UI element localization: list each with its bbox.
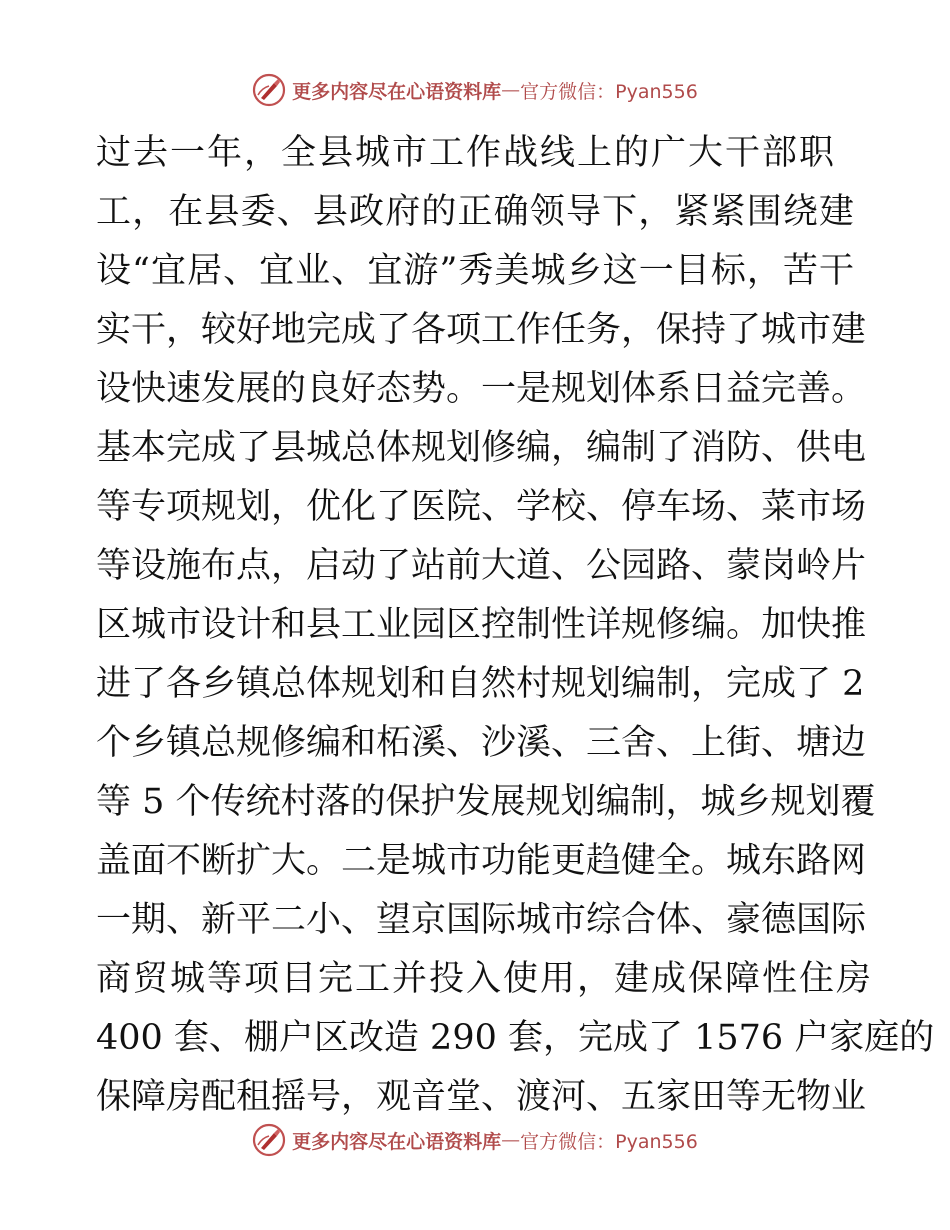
body-line: 商贸城等项目完工并投入使用，建成保障性住房 (96, 959, 874, 999)
body-line: 400 套、棚户区改造 290 套，完成了 1576 户家庭的 (96, 1018, 935, 1058)
body-line: 过去一年，全县城市工作战线上的广大干部职 (96, 133, 837, 173)
body-line: 等设施布点，启动了站前大道、公园路、蒙岗岭片 (96, 546, 867, 586)
banner-text: 更多内容尽在心语资料库 (292, 1130, 502, 1153)
body-line: 一期、新平二小、望京国际城市综合体、豪德国际 (96, 900, 867, 940)
banner-dash: — (501, 79, 521, 101)
banner-wechat: 官方微信：Pyan556 (520, 80, 698, 103)
body-line: 区城市设计和县工业园区控制性详规修编。加快推 (96, 605, 867, 645)
footer-watermark-banner (0, 1120, 950, 1160)
document-body (96, 124, 935, 1127)
body-line: 等专项规划，优化了医院、学校、停车场、菜市场 (96, 487, 867, 527)
body-line: 盖面不断扩大。二是城市功能更趋健全。城东路网 (96, 841, 867, 881)
body-line: 保障房配租摇号，观音堂、渡河、五家田等无物业 (96, 1077, 867, 1117)
header-watermark-banner (0, 70, 950, 110)
body-line: 个乡镇总规修编和柘溪、沙溪、三舍、上街、塘边 (96, 723, 867, 763)
body-line: 实干，较好地完成了各项工作任务，保持了城市建 (96, 310, 867, 350)
body-line: 基本完成了县城总体规划修编，编制了消防、供电 (96, 428, 867, 468)
body-line: 进了各乡镇总体规划和自然村规划编制，完成了 2 (96, 664, 865, 704)
pen-logo-icon (252, 73, 286, 107)
banner-text: 更多内容尽在心语资料库 (292, 80, 502, 103)
pen-logo-icon (252, 1123, 286, 1157)
body-line: 工，在县委、县政府的正确领导下，紧紧围绕建 (96, 192, 854, 232)
body-line: 设快速发展的良好态势。一是规划体系日益完善。 (96, 369, 867, 409)
banner-dash: — (501, 1129, 521, 1151)
body-line: 等 5 个传统村落的保护发展规划编制，城乡规划覆 (96, 782, 876, 822)
body-line: 设“宜居、宜业、宜游”秀美城乡这一目标，苦干 (96, 251, 854, 291)
banner-wechat: 官方微信：Pyan556 (520, 1130, 698, 1153)
